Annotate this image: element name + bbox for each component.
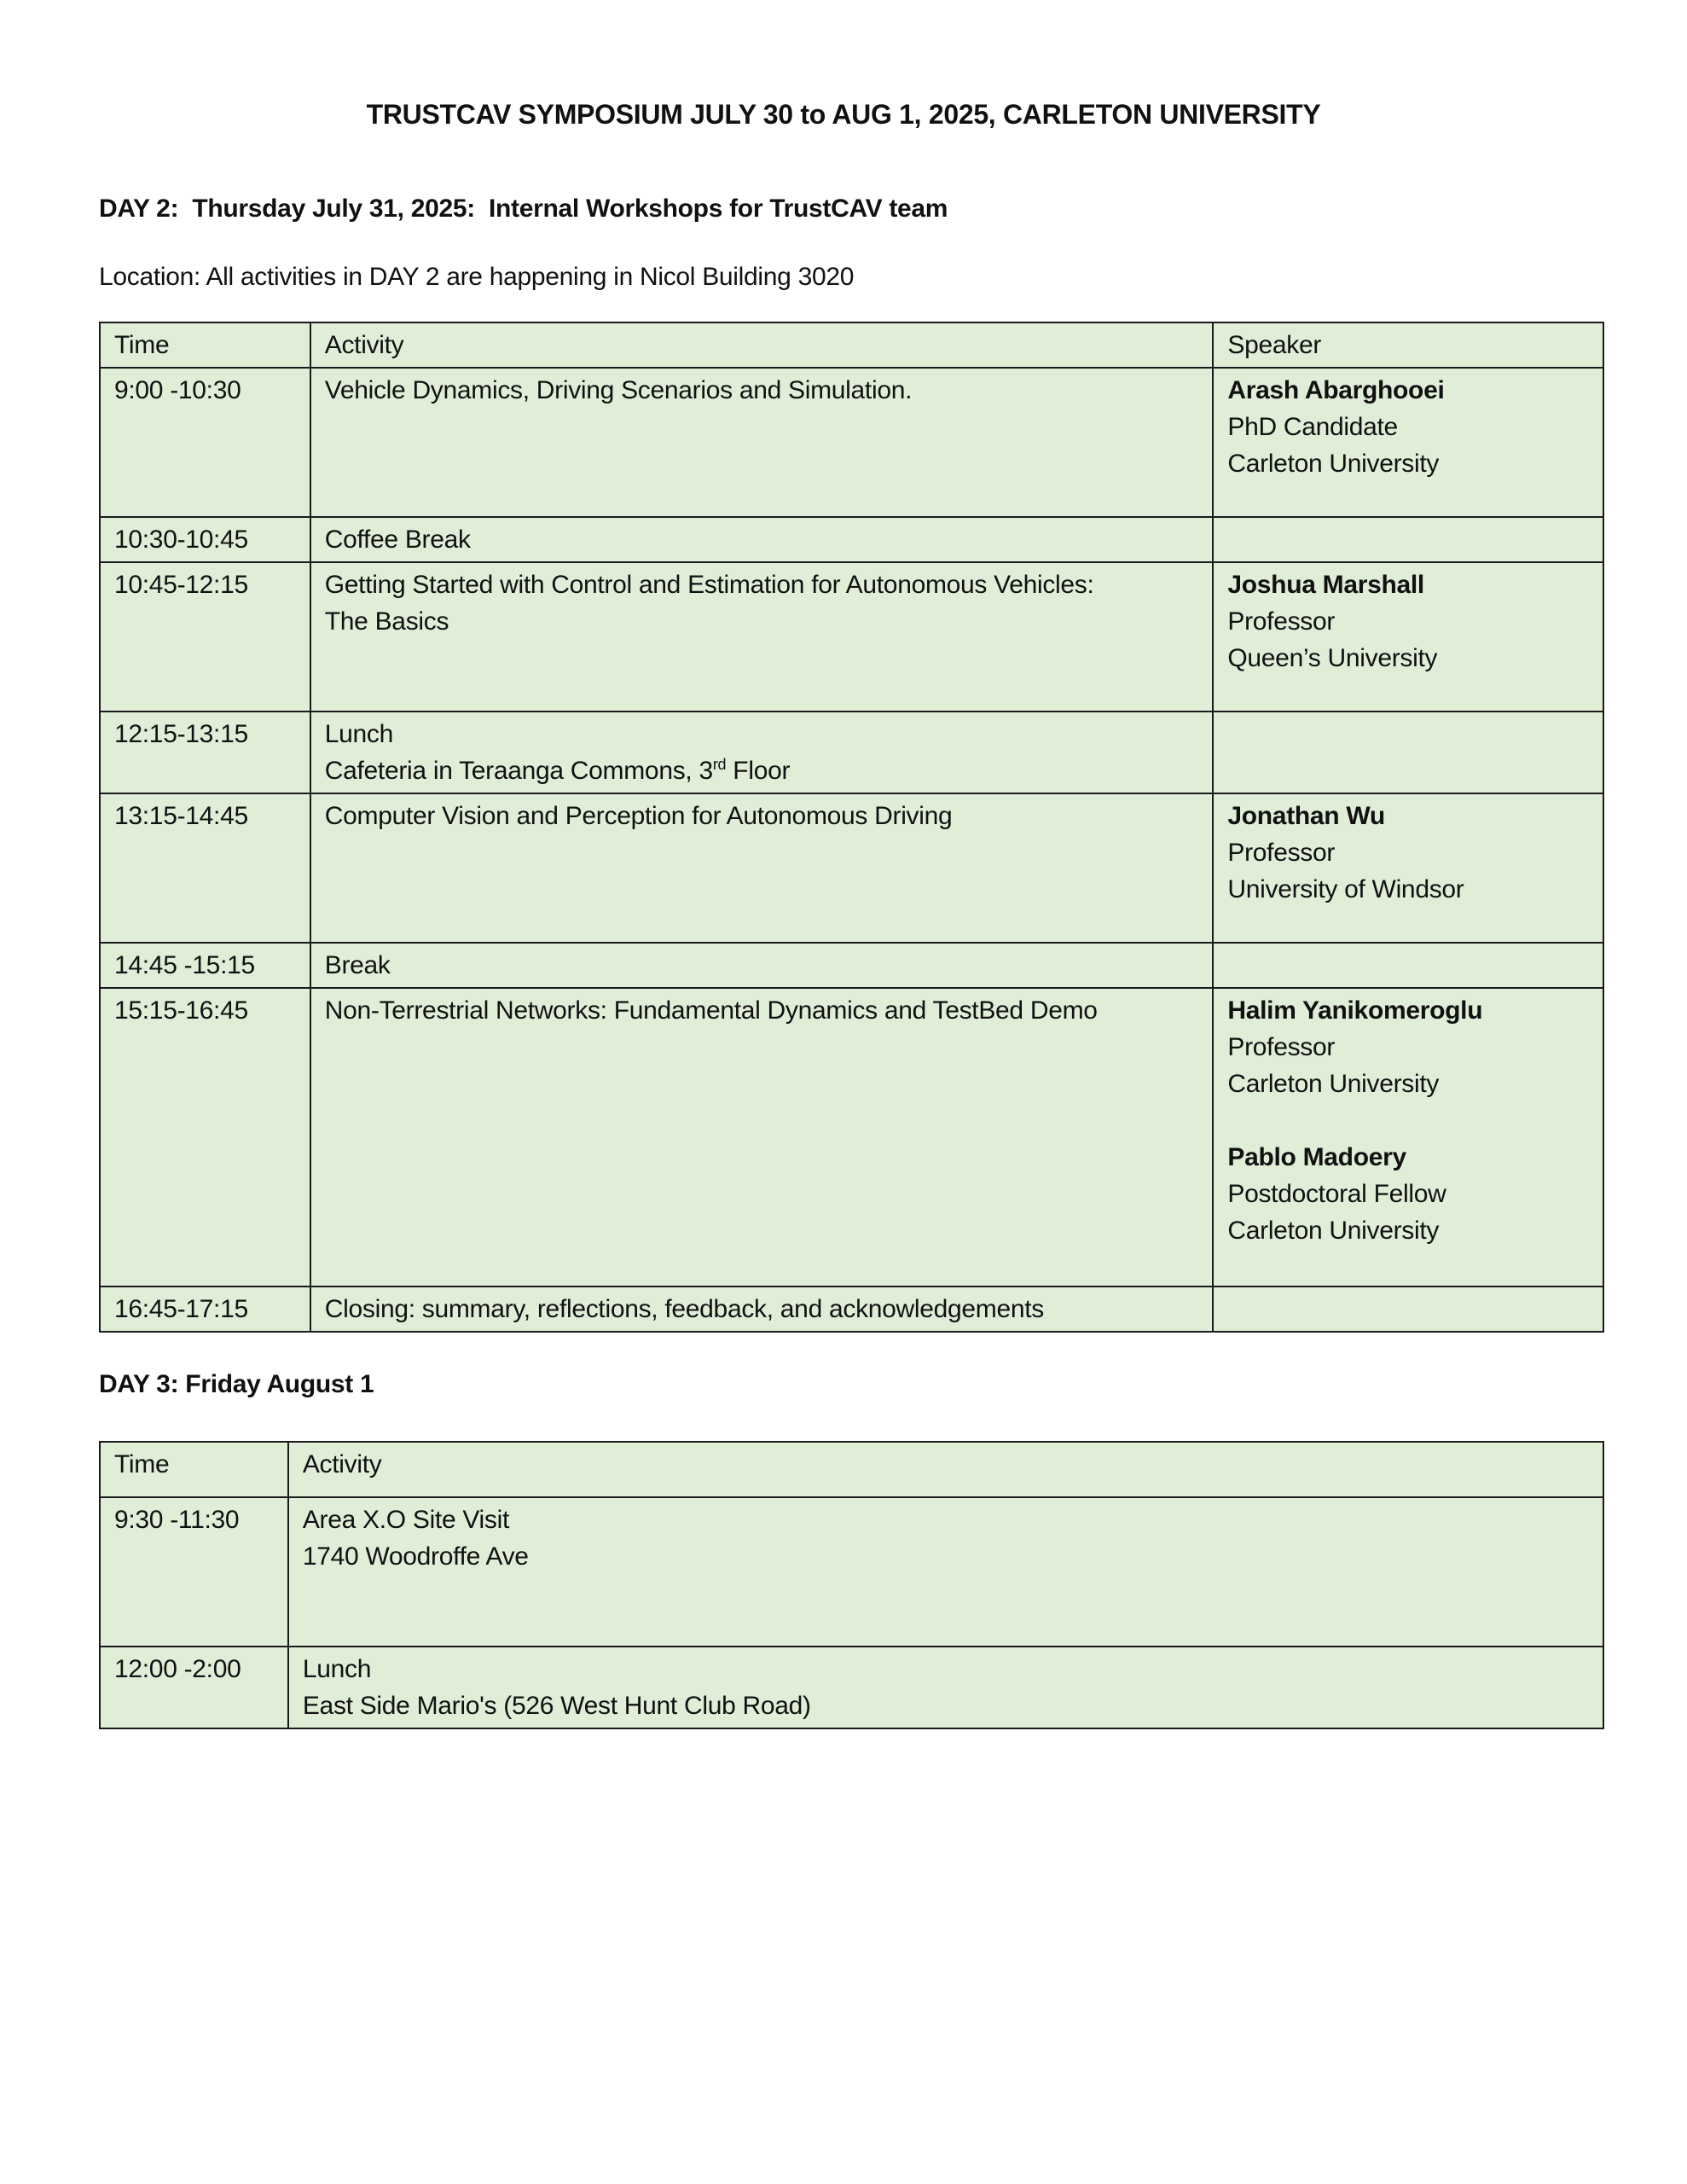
table-row (100, 1287, 1603, 1332)
activity-title: Computer Vision and Perception for Autonomous Driving (324, 802, 953, 830)
activity-cell (310, 517, 1214, 562)
activity-cell (310, 988, 1214, 1287)
speaker-title: PhD Candidate (1227, 413, 1398, 441)
table-row (100, 712, 1603, 793)
day2-schedule-table (99, 322, 1604, 1333)
time-cell: 10:30-10:45 (100, 517, 310, 562)
activity-location (325, 752, 1199, 789)
time-cell: 16:45-17:15 (100, 1287, 310, 1332)
speaker-affiliation: University of Windsor (1227, 875, 1464, 903)
time-cell: 12:00 -2:00 (100, 1647, 288, 1728)
speaker-cell-empty (1213, 1287, 1603, 1332)
table-row (100, 368, 1603, 517)
speaker-name: Arash Abarghooei (1227, 376, 1445, 404)
table-row (100, 988, 1603, 1287)
day3-schedule-table (99, 1441, 1604, 1729)
speaker-name: Pablo Madoery (1227, 1143, 1406, 1171)
header-speaker: Speaker (1213, 322, 1603, 368)
speaker-title: Professor (1227, 839, 1336, 867)
speaker-title: Professor (1227, 1033, 1336, 1061)
day3-heading: DAY 3: Friday August 1 (99, 1370, 374, 1398)
table-row (100, 943, 1603, 988)
time-cell: 12:15-13:15 (100, 712, 310, 793)
activity-subtitle: The Basics (324, 607, 449, 636)
speaker-name: Joshua Marshall (1227, 571, 1424, 599)
header-time: Time (100, 1442, 288, 1497)
speaker-name: Halim Yanikomeroglu (1227, 996, 1483, 1025)
activity-title: Coffee Break (324, 526, 471, 554)
table-header-row (100, 322, 1603, 368)
speaker-cell-empty (1213, 712, 1603, 793)
activity-cell (288, 1497, 1603, 1647)
table-header-row (100, 1442, 1603, 1497)
table-row (100, 517, 1603, 562)
activity-address: 1740 Woodroffe Ave (302, 1542, 529, 1571)
speaker-affiliation: Carleton University (1227, 1070, 1440, 1098)
speaker-title: Professor (1227, 607, 1336, 636)
time-cell: 9:30 -11:30 (100, 1497, 288, 1647)
activity-title: Getting Started with Control and Estimation for Autonomous Vehicles: (324, 571, 1094, 599)
speaker-cell (1213, 368, 1603, 517)
header-activity: Activity (288, 1442, 1603, 1497)
speaker-name: Jonathan Wu (1227, 802, 1385, 830)
activity-title: Break (324, 951, 391, 979)
activity-title: Non-Terrestrial Networks: Fundamental Dynamics and TestBed Demo (324, 996, 1098, 1025)
day2-heading: DAY 2: Thursday July 31, 2025: Internal Workshops for TrustCAV team (99, 195, 948, 223)
location-text-end: Floor (726, 757, 791, 785)
time-cell: 10:45-12:15 (100, 562, 310, 712)
activity-cell (288, 1647, 1603, 1728)
time-cell: 15:15-16:45 (100, 988, 310, 1287)
activity-cell (310, 793, 1214, 943)
ordinal-suffix: rd (712, 756, 727, 773)
speaker-affiliation: Queen’s University (1227, 644, 1438, 672)
table-row (100, 793, 1603, 943)
speaker-cell (1213, 988, 1603, 1287)
activity-title: Lunch (324, 720, 394, 748)
activity-title: Area X.O Site Visit (302, 1506, 510, 1534)
activity-title: Closing: summary, reflections, feedback, and acknowledgements (324, 1295, 1044, 1323)
speaker-title: Postdoctoral Fellow (1227, 1180, 1446, 1208)
speaker-spacer (1227, 1102, 1589, 1139)
speaker-affiliation: Carleton University (1227, 450, 1440, 478)
document-title: TRUSTCAV SYMPOSIUM JULY 30 to AUG 1, 2025, CARLETON UNIVERSITY (366, 99, 1321, 130)
speaker-cell (1213, 793, 1603, 943)
activity-title: Lunch (302, 1655, 372, 1683)
time-cell: 13:15-14:45 (100, 793, 310, 943)
table-row (100, 1497, 1603, 1647)
activity-address: East Side Mario's (526 West Hunt Club Road) (302, 1692, 811, 1720)
time-cell: 9:00 -10:30 (100, 368, 310, 517)
day2-location-note: Location: All activities in DAY 2 are happening in Nicol Building 3020 (99, 263, 855, 291)
activity-cell (310, 368, 1214, 517)
activity-title: Vehicle Dynamics, Driving Scenarios and Simulation. (324, 376, 913, 404)
activity-cell (310, 943, 1214, 988)
header-activity: Activity (310, 322, 1214, 368)
table-row (100, 1647, 1603, 1728)
header-time: Time (100, 322, 310, 368)
time-cell: 14:45 -15:15 (100, 943, 310, 988)
speaker-affiliation: Carleton University (1227, 1217, 1440, 1245)
activity-cell (310, 1287, 1214, 1332)
table-row (100, 562, 1603, 712)
activity-cell (310, 562, 1214, 712)
location-text: Cafeteria in Teraanga Commons, 3 (324, 757, 713, 785)
speaker-cell-empty (1213, 517, 1603, 562)
speaker-cell (1213, 562, 1603, 712)
speaker-cell-empty (1213, 943, 1603, 988)
activity-cell (310, 712, 1214, 793)
